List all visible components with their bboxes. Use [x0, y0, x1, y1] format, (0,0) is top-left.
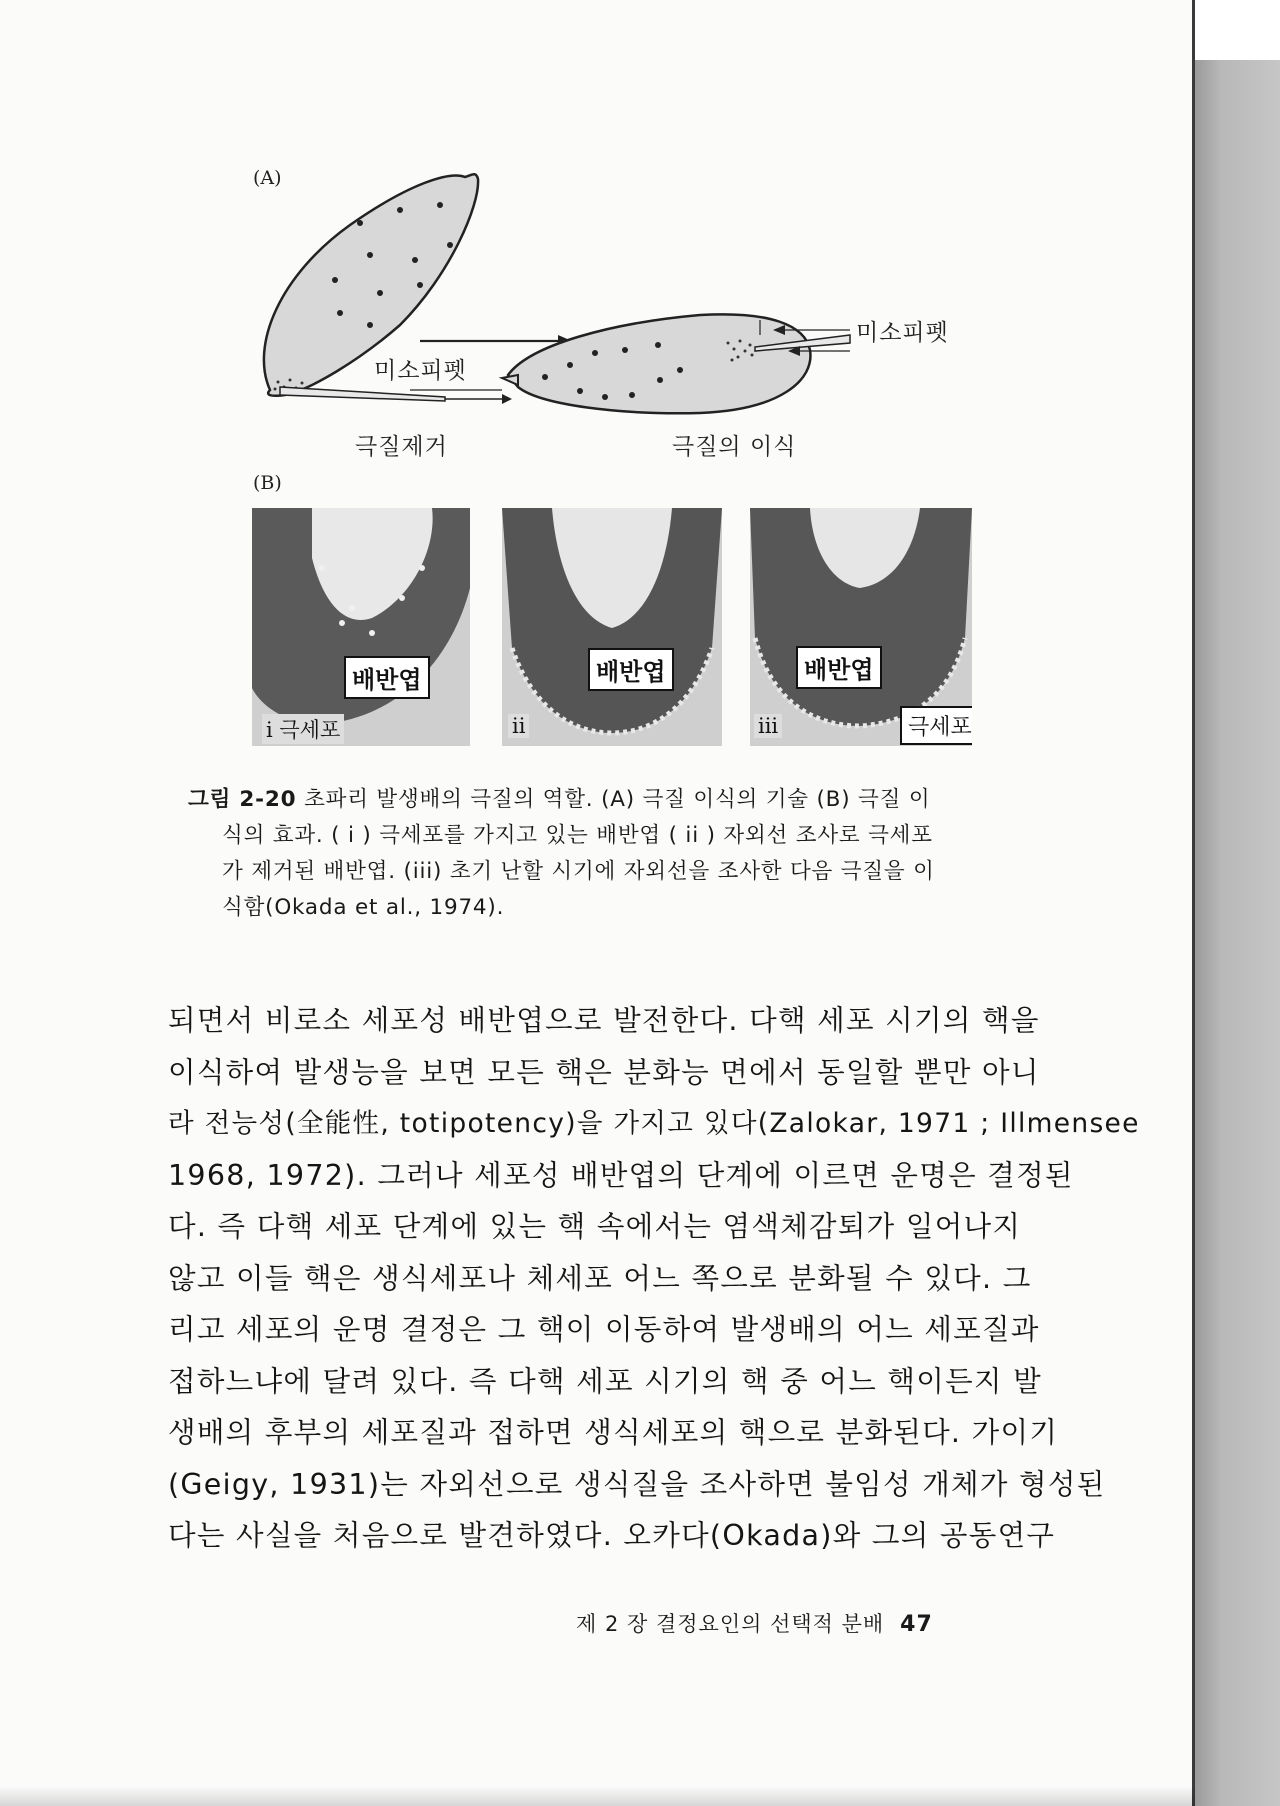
body-line: 다. 즉 다핵 세포 단계에 있는 핵 속에서는 염색체감퇴가 일어나지: [168, 1210, 1022, 1243]
blastoderm-label-iii: 배반엽: [796, 646, 882, 689]
micropipette-label-left: 미소피펫: [374, 358, 467, 384]
page-number: 47: [900, 1612, 933, 1637]
embryo-right-shape: [508, 314, 810, 413]
body-line: 1968, 1972). 그러나 세포성 배반엽의 단계에 이르면 운명은 결정된: [168, 1158, 1074, 1192]
figure-caption: [188, 782, 1008, 926]
pole-plasm-transplant-label: 극질의 이식: [672, 434, 797, 460]
panel-ii-caption: ii: [508, 714, 529, 738]
book-edge-top: [1195, 0, 1280, 60]
micrograph-panel-iii: [750, 508, 972, 746]
blastoderm-label-i: 배반엽: [344, 656, 430, 699]
body-paragraph: [168, 995, 1140, 1562]
micrograph-panel-ii: [502, 508, 722, 746]
figure-a-label: (A): [253, 167, 282, 189]
body-line: 리고 세포의 운명 결정은 그 핵이 이동하여 발생배의 어느 세포질과: [168, 1313, 1040, 1346]
blastoderm-label-ii: 배반엽: [588, 648, 674, 691]
pole-plasm-removal-label: 극질제거: [355, 434, 448, 460]
micrograph-i-image: [252, 508, 470, 746]
micropipette-label-right: 미소피펫: [856, 320, 949, 346]
body-line: 않고 이들 핵은 생식세포나 체세포 어느 쪽으로 분화될 수 있다. 그: [168, 1261, 1032, 1295]
panel-iii-caption: iii: [754, 714, 782, 738]
caption-line-2: 식의 효과. ( i ) 극세포를 가지고 있는 배반엽 ( ii ) 자외선 조사로 극세포: [222, 823, 933, 848]
panel-i-caption: i 극세포: [262, 714, 344, 744]
book-page-edges: [1195, 0, 1280, 1806]
chapter-title: 제 2 장 결정요인의 선택적 분배: [576, 1612, 885, 1636]
caption-line-3: 가 제거된 배반엽. (iii) 초기 난할 시기에 자외선을 조사한 다음 극질을 이: [222, 859, 935, 884]
body-line: 다는 사실을 처음으로 발견하였다. 오카다(Okada)와 그의 공동연구: [168, 1519, 1056, 1552]
caption-line-1: [188, 782, 1008, 818]
figure-b-label: (B): [253, 472, 282, 494]
caption-lead: 그림 2-20: [188, 787, 297, 812]
pole-cell-label-iii: 극세포: [900, 706, 972, 745]
page-bottom-shadow: [0, 1786, 1195, 1806]
page-footer: [576, 1608, 933, 1638]
micrograph-ii-image: [502, 508, 722, 746]
micrograph-panel-i: [252, 508, 470, 746]
body-line: 이식하여 발생능을 보면 모든 핵은 분화능 면에서 동일할 뿐만 아니: [168, 1055, 1040, 1089]
body-line: 생배의 후부의 세포질과 접하면 생식세포의 핵으로 분화된다. 가이기: [168, 1416, 1059, 1449]
body-line: 접하느냐에 달려 있다. 즉 다핵 세포 시기의 핵 중 어느 핵이든지 발: [168, 1364, 1042, 1398]
pipette-left: [280, 387, 445, 401]
body-line: 되면서 비로소 세포성 배반엽으로 발전한다. 다핵 세포 시기의 핵을: [168, 1004, 1040, 1037]
body-line: (Geigy, 1931)는 자외선으로 생식질을 조사하면 불임성 개체가 형성된: [168, 1467, 1106, 1501]
caption-line-1-text: 초파리 발생배의 극질의 역할. (A) 극질 이식의 기술 (B) 극질 이: [304, 787, 931, 812]
caption-line-4: 식함(Okada et al., 1974).: [222, 895, 505, 920]
body-line: 라 전능성(全能性, totipotency)을 가지고 있다(Zalokar, 1971 ; Illmensee: [168, 1108, 1140, 1139]
